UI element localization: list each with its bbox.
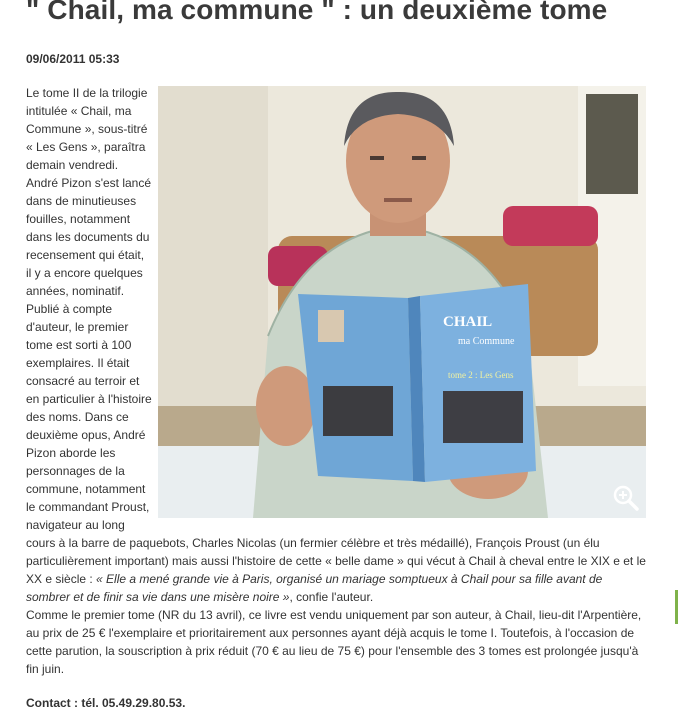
- paragraph-main-text: André Pizon s'est lancé dans de minutieuses fouilles, notamment dans les documents du recensement qui était, il y a encore quelques années, nominatif. Publié à compte d'auteur, le premier tome est sorti à 100 exemplaires. Il était consacré au terroir et en particulier à l'histoire des noms. Dans ce deuxième opus, André Pizon aborde les personnages de la commune, notamment le commandant Proust, navigateur au long cours à la barre de paquebots, Charles Nicolas (un fermier célèbre et très médaillé), François Proust (un élu particulièrement important) mais aussi l'histoire de cette « belle dame » qui vécut à Chail à cheval entre le XIX e et le XX e siècle :: [26, 176, 646, 586]
- photo-illustration: [158, 86, 646, 518]
- paragraph-main-end: , confie l'auteur.: [289, 590, 374, 604]
- zoom-in-button[interactable]: [612, 484, 640, 512]
- article-paragraph-intro: Le tome II de la trilogie intitulée « Chail, ma Commune », sous-titré « Les Gens », paraîtra demain vendredi.: [26, 86, 148, 172]
- book-volume: tome 2 : Les Gens: [448, 370, 514, 380]
- contact-info: Contact : tél. 05.49.29.80.53.: [26, 696, 186, 710]
- book-title: CHAIL: [443, 314, 493, 330]
- book-subtitle: ma Commune: [458, 336, 515, 347]
- zoom-in-icon: [612, 484, 640, 512]
- article-body: [26, 84, 646, 678]
- article-photo[interactable]: [158, 86, 646, 518]
- page-title: " Chail, ma commune " : un deuxième tome: [26, 0, 608, 25]
- article-paragraph-sales: Comme le premier tome (NR du 13 avril), ce livre est vendu uniquement par son auteur, à Chail, lieu-dit l'Arpentière, au prix de 25 € l'exemplaire et prioritairement aux personnes ayant déjà acquis le tome I. Toutefois, à l'occasion de cette parution, la souscription à prix réduit (70 € au lieu de 75 €) pour l'ensemble des 3 tomes est prolongée jusqu'à fin juin.: [26, 608, 642, 676]
- publication-date: 09/06/2011 05:33: [26, 52, 120, 66]
- author-quote: « Elle a mené grande vie à Paris, organisé un mariage somptueux à Chail pour sa fille avant de sombrer et de finir sa vie dans une misère noire »: [26, 572, 603, 604]
